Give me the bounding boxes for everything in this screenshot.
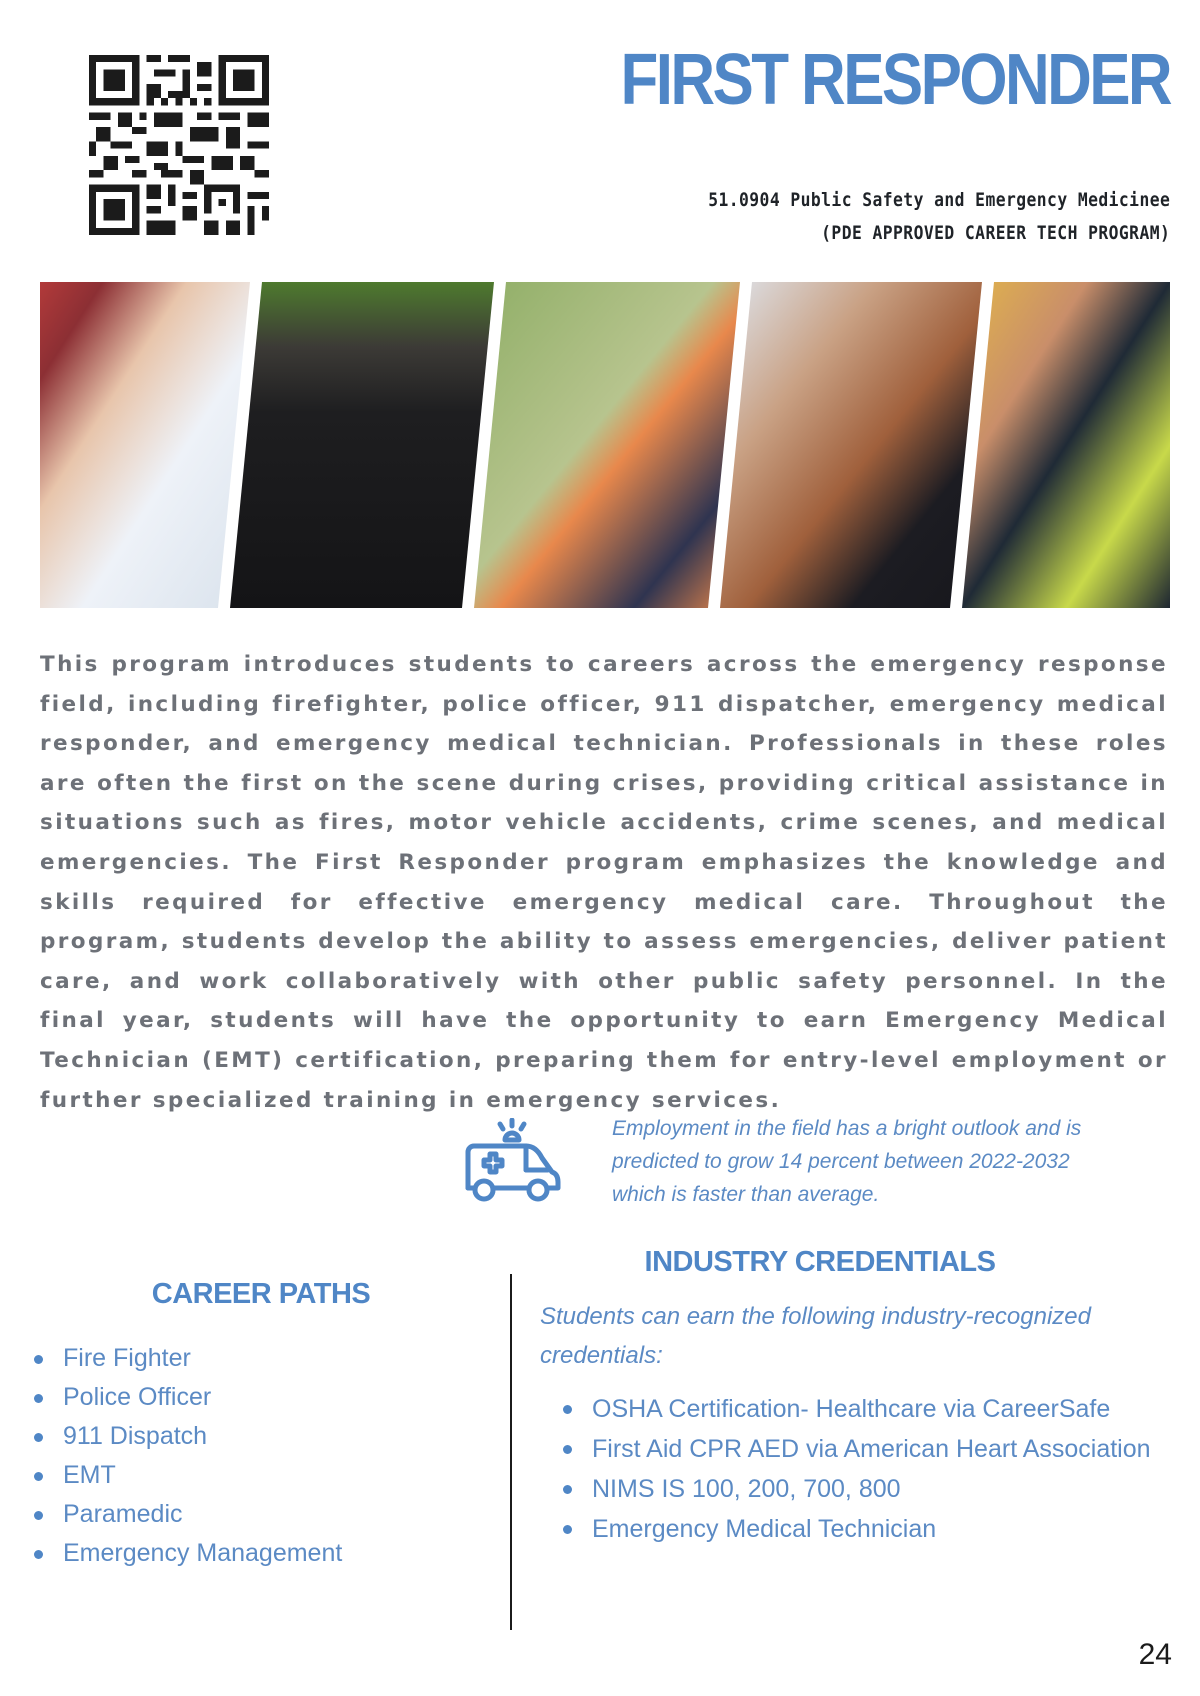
bullet-icon bbox=[34, 1355, 43, 1364]
bullet-icon bbox=[563, 1445, 572, 1454]
program-code: 51.0904 Public Safety and Emergency Medicinee bbox=[707, 189, 1170, 211]
bullet-icon bbox=[563, 1485, 572, 1494]
list-item bbox=[28, 1417, 498, 1456]
bullet-icon bbox=[34, 1550, 43, 1559]
photo-sheriff bbox=[230, 282, 494, 608]
column-divider bbox=[510, 1274, 512, 1630]
industry-credentials-title: INDUSTRY CREDENTIALS bbox=[644, 1246, 996, 1278]
career-paths-title: CAREER PATHS bbox=[151, 1278, 371, 1310]
list-item bbox=[28, 1339, 498, 1378]
industry-credentials-section bbox=[540, 1246, 1180, 1549]
photo-strip bbox=[40, 282, 1170, 608]
ambulance-icon bbox=[462, 1118, 562, 1208]
career-path-label: Fire Fighter bbox=[63, 1344, 191, 1372]
credential-label: NIMS IS 100, 200, 700, 800 bbox=[592, 1475, 901, 1503]
career-paths-list bbox=[28, 1339, 498, 1573]
bullet-icon bbox=[34, 1433, 43, 1442]
career-path-label: Paramedic bbox=[63, 1500, 183, 1528]
employment-outlook-text: Employment in the field has a bright outlook and is predicted to grow 14 percent between 2022-2032 which is faster than average. bbox=[612, 1117, 1082, 1206]
photo-paramedic bbox=[40, 282, 250, 608]
bullet-icon bbox=[34, 1472, 43, 1481]
list-item bbox=[557, 1509, 1180, 1549]
career-path-label: 911 Dispatch bbox=[63, 1422, 208, 1450]
page-title: FIRST RESPONDER bbox=[620, 40, 1170, 120]
page-number: 24 bbox=[1138, 1638, 1172, 1671]
bullet-icon bbox=[563, 1405, 572, 1414]
list-item bbox=[28, 1456, 498, 1495]
career-path-label: Police Officer bbox=[63, 1383, 212, 1411]
bullet-icon bbox=[34, 1394, 43, 1403]
bullet-icon bbox=[34, 1511, 43, 1520]
credential-label: OSHA Certification- Healthcare via CareerSafe bbox=[592, 1395, 1111, 1423]
list-item bbox=[28, 1495, 498, 1534]
photo-dispatcher bbox=[720, 282, 982, 608]
career-path-label: Emergency Management bbox=[63, 1539, 343, 1567]
list-item bbox=[28, 1378, 498, 1417]
list-item bbox=[557, 1429, 1180, 1469]
program-subtitle bbox=[708, 184, 1170, 250]
career-path-label: EMT bbox=[63, 1461, 116, 1489]
list-item bbox=[28, 1534, 498, 1573]
credentials-intro: Students can earn the following industry-recognized credentials: bbox=[540, 1303, 1091, 1369]
list-item bbox=[557, 1469, 1180, 1509]
career-paths-section bbox=[28, 1278, 498, 1573]
qr-code-icon[interactable] bbox=[88, 55, 270, 235]
credential-label: Emergency Medical Technician bbox=[592, 1515, 937, 1543]
photo-firefighter bbox=[962, 282, 1170, 608]
photo-vest-responder bbox=[474, 282, 740, 608]
program-status: (PDE APPROVED CAREER TECH PROGRAM) bbox=[820, 222, 1170, 244]
credentials-list bbox=[557, 1389, 1180, 1549]
program-description: This program introduces students to careers across the emergency response field, including firefighter, police officer, 911 dispatcher, emergency medical responder, and emergency medical technician. Professionals in these roles are often the first on the scene during crises, providing critical assistance in situations such as fires, motor vehicle accidents, crime scenes, and medical emergencies. The First Responder program emphasizes the knowledge and skills required for effective emergency medical care. Throughout the program, students develop the ability to assess emergencies, deliver patient care, and work collaboratively with other public safety personnel. In the final year, students will have the opportunity to earn Emergency Medical Technician (EMT) certification, preparing them for entry-level employment or further specialized training in emergency services. bbox=[40, 652, 1168, 1113]
list-item bbox=[557, 1389, 1180, 1429]
credential-label: First Aid CPR AED via American Heart Association bbox=[592, 1435, 1151, 1463]
bullet-icon bbox=[563, 1525, 572, 1534]
